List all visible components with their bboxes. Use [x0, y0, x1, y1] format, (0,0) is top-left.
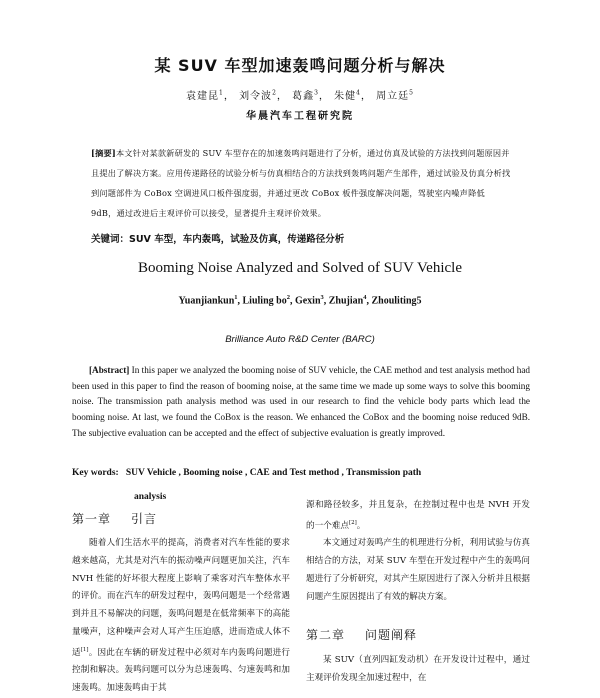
keywords-label-en: Key words: — [72, 468, 119, 478]
citation: [1] — [80, 646, 89, 653]
author-name: 葛鑫 — [292, 91, 315, 102]
author-name: Zhujian — [328, 295, 364, 307]
body-paragraph: 本文通过对轰鸣产生的机理进行分析，利用试验与仿真相结合的方法，对某 SUV 车型在开发过程中产生的轰鸣问题进行了分析研究，对其产生原因进行了深入分析并且根据问题产生原因提出了有效的解决方案。 — [306, 538, 530, 602]
section-heading-intro — [72, 510, 157, 527]
keywords-list-en: SUV Vehicle , Booming noise , CAE and Test method , Transmission path — [125, 468, 422, 478]
author-affil: 5 — [409, 89, 414, 97]
paragraph-text: 。 — [356, 520, 366, 531]
section-heading-problem — [306, 626, 417, 643]
body-paragraph — [306, 497, 530, 535]
paragraph-text: 。因此在车辆的研发过程中必须对车内轰鸣问题进行控制和解决。轰鸣问题可以分为总速轰鸣、匀速轰鸣和加速轰鸣。加速轰鸣由于其 — [72, 647, 290, 694]
body-column-left — [72, 535, 290, 698]
body-column-right — [306, 497, 530, 607]
keywords-cn: 关键词：SUV 车型，车内轰鸣，试验及仿真，传递路径分析 — [91, 234, 345, 245]
section-title: 问题阐释 — [365, 628, 418, 642]
author-affil: 4 — [356, 89, 361, 97]
section-number: 第二章 — [306, 628, 346, 642]
section-number: 第一章 — [72, 512, 112, 526]
paragraph-text: 随着人们生活水平的提高，消费者对汽车性能的要求越来越高，尤其是对汽车的振动噪声问题更加关注，汽车 NVH 性能的好坏很大程度上影响了乘客对汽车整体水平的评价。而在汽车的研发过程中，轰鸣问题是一个经常遇到并且不易解决的问题，轰鸣问题是在低常频率下的高能量噪声，这种噪声会对人耳产生压迫感，进而造成人体不适 — [72, 538, 290, 658]
author-name: 刘令波 — [239, 91, 273, 102]
abstract-label-cn: [摘要] — [91, 148, 116, 158]
abstract-cn — [91, 143, 511, 223]
author-name: 袁建昆 — [186, 91, 220, 102]
author-affil: 3 — [320, 294, 324, 301]
section-title: 引言 — [131, 512, 158, 526]
citation: [2] — [348, 519, 357, 526]
paper-title-cn: 某 SUV 车型加速轰鸣问题分析与解决 — [154, 56, 446, 75]
keywords-list-en-tail: analysis — [134, 492, 167, 502]
author-list-cn: 袁建昆$^1$， 刘令波$^2$， 葛鑫$^3$， 朱健$^4$， 周立廷$^5$ — [186, 89, 414, 102]
author-affil: 2 — [286, 294, 290, 301]
author-name: Yuanjiankun — [178, 295, 235, 307]
author-list-en: Yuanjiankun$^1$, Liuling $bo^2$, Gexin$^3$, Zhujian$^4$, Zhouliting5 — [178, 294, 422, 307]
paragraph-text: 源和路径较多，并且复杂，在控制过程中也是 NVH 开发的一个难点 — [306, 500, 530, 531]
body-column-right-lower — [306, 652, 530, 688]
abstract-text-en: In this paper we analyzed the booming noise of SUV vehicle, the CAE method and test analysis method had been used in this paper to find the reason of booming noise, at the same time we made up some ways to solve this booming noise. The transmission path analysis method was used in our research to find the vehicle body parts which lead the booming noise. At last, we found the CoBox is the reason. We enhanced the CoBox and the booming noise reduced 9dB. The subjective evaluation can be accepted and the effect of subjective evaluation is greatly improved. — [72, 365, 530, 438]
author-affil: 1 — [234, 294, 238, 301]
organization-en: Brilliance Auto R&D Center (BARC) — [225, 334, 375, 345]
author-affil: 1 — [219, 89, 224, 97]
paper-title-en: Booming Noise Analyzed and Solved of SUV Vehicle — [138, 260, 462, 276]
body-paragraph: 某 SUV（直列四缸发动机）在开发设计过程中，通过主观评价发现全加速过程中，在 — [306, 655, 530, 683]
author-affil: 2 — [272, 89, 277, 97]
author-name: 周立廷 — [376, 91, 410, 102]
organization-cn: 华晨汽车工程研究院 — [246, 111, 354, 122]
author-affil: 3 — [314, 89, 319, 97]
abstract-text-cn: 本文针对某款新研发的 SUV 车型存在的加速轰鸣问题进行了分析，通过仿真及试验的方法找到问题原因并且提出了解决方案。应用传递路径的试验分析与仿真相结合的方法找到轰鸣问题产生部件，通过试验及仿真分析找到问题部件为 CoBox 空调进风口板件强度弱，并通过更改 CoBox 板件强度解决问题，驾驶室内噪声降低 9dB，通过改进后主观评价可以接受，显著提升主观评价效果。 — [91, 148, 511, 218]
author-affil: 4 — [363, 294, 367, 301]
author-name: Zhouliting5 — [371, 295, 422, 307]
body-paragraph — [72, 535, 290, 698]
author-name: 朱健 — [334, 91, 357, 102]
abstract-en — [72, 363, 530, 442]
author-name: Liuling bo — [242, 295, 287, 307]
abstract-label-en: [Abstract] — [89, 365, 130, 375]
author-name: Gexin — [294, 295, 321, 307]
